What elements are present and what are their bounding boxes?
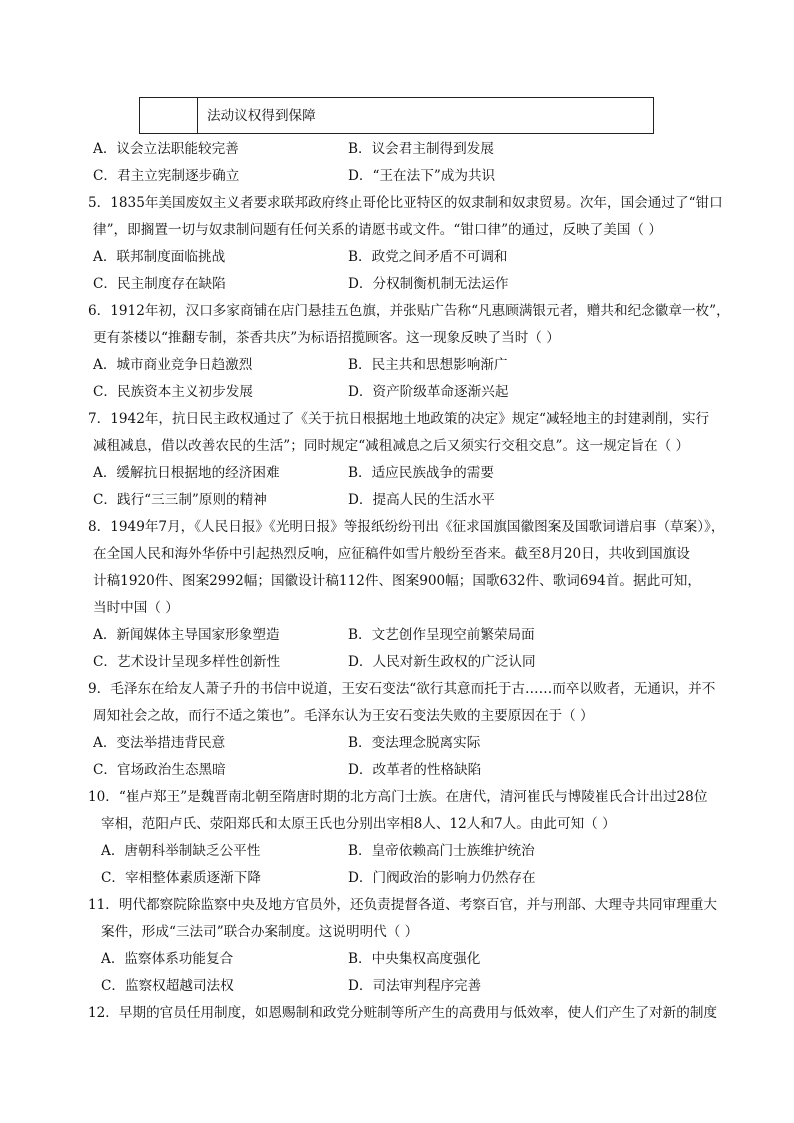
q11-stem-line-2: 案件，形成“三法司”联合办案制度。这说明明代（ ） bbox=[101, 924, 419, 940]
q6-option-a: A．城市商业竞争日趋激烈 bbox=[93, 357, 253, 373]
q9-option-c: C．官场政治生态黑暗 bbox=[93, 762, 226, 778]
q9-option-a: A．变法举措违背民意 bbox=[93, 735, 226, 751]
q7-option-d: D．提高人民的生活水平 bbox=[348, 492, 495, 508]
q9-option-b: B．变法理念脱离实际 bbox=[348, 735, 481, 751]
q9-option-d: D．改革者的性格缺陷 bbox=[348, 762, 482, 778]
q4-option-d: D．“王在法下”成为共识 bbox=[348, 168, 496, 184]
q10-option-c: C．宰相整体素质逐渐下降 bbox=[101, 870, 261, 886]
q5-option-c: C．民主制度存在缺陷 bbox=[93, 276, 226, 292]
q7-option-a: A．缓解抗日根据地的经济困难 bbox=[93, 465, 280, 481]
q8-stem-line-1: 8．1949年7月，《人民日报》《光明日报》等报纸纷纷刊出《征求国旗国徽图案及国歌词谱启事（草案）》， bbox=[88, 519, 725, 535]
table-continuation bbox=[139, 97, 654, 134]
q5-option-d: D．分权制衡机制无法运作 bbox=[348, 276, 509, 292]
q10-stem-line-1: 10．“崔卢郑王”是魏晋南北朝至隋唐时期的北方高门士族。在唐代，清河崔氏与博陵崔氏合计出过28位 bbox=[88, 789, 708, 805]
q8-option-a: A．新闻媒体主导国家形象塑造 bbox=[93, 627, 280, 643]
q8-stem-line-4: 当时中国（ ） bbox=[93, 600, 179, 616]
table-cell: 法动议权得到保障 bbox=[207, 108, 316, 124]
q7-stem-line-2: 减租减息，借以改善农民的生活”；同时规定“减租减息之后又须实行交租交息”。这一规定旨在（ ） bbox=[93, 438, 690, 454]
table-empty-cell bbox=[140, 98, 198, 133]
q7-option-c: C．践行“三三制”原则的精神 bbox=[93, 492, 267, 508]
q12-stem-line-1: 12．早期的官员任用制度，如恩赐制和政党分赃制等所产生的高费用与低效率，使人们产生了对新的制度 bbox=[88, 1005, 718, 1021]
q5-stem-line-2: 律”，即搁置一切与奴隶制问题有任何关系的请愿书或文件。“钳口律”的通过，反映了美国（ ） bbox=[93, 222, 662, 238]
q8-stem-line-2: 在全国人民和海外华侨中引起热烈反响，应征稿件如雪片般纷至沓来。截至8月20日，共收到国旗设 bbox=[93, 546, 690, 562]
q11-option-c: C．监察权超越司法权 bbox=[101, 978, 234, 994]
q7-option-b: B．适应民族战争的需要 bbox=[348, 465, 494, 481]
q7-stem-line-1: 7．1942年，抗日民主政权通过了《关于抗日根据地土地政策的决定》规定“减轻地主的封建剥削，实行 bbox=[88, 411, 710, 427]
q11-option-b: B．中央集权高度强化 bbox=[348, 951, 481, 967]
q10-option-a: A．唐朝科举制缺乏公平性 bbox=[101, 843, 261, 859]
q8-stem-line-3: 计稿1920件、图案2992幅；国徽设计稿112件、图案900幅；国歌632件、歌词694首。据此可知， bbox=[93, 573, 701, 589]
q6-option-c: C．民族资本主义初步发展 bbox=[93, 384, 253, 400]
q5-stem-line-1: 5．1835年美国废奴主义者要求联邦政府终止哥伦比亚特区的奴隶制和奴隶贸易。次年，国会通过了“钳口 bbox=[88, 195, 723, 211]
q9-stem-line-1: 9．毛泽东在给友人萧子升的书信中说道，王安石变法“欲行其意而托于古……而卒以败者，无通识，并不 bbox=[88, 681, 716, 697]
q10-option-d: D．门阀政治的影响力仍然存在 bbox=[348, 870, 536, 886]
q9-stem-line-2: 周知社会之故，而行不适之策也”。毛泽东认为王安石变法失败的主要原因在于（ ） bbox=[93, 708, 594, 724]
q11-stem-line-1: 11．明代都察院除监察中央及地方官员外，还负责提督各道、考察百官，并与刑部、大理寺共同审理重大 bbox=[88, 897, 718, 913]
q4-option-c: C．君主立宪制逐步确立 bbox=[93, 168, 240, 184]
q5-option-a: A．联邦制度面临挑战 bbox=[93, 249, 226, 265]
q8-option-b: B．文艺创作呈现空前繁荣局面 bbox=[348, 627, 535, 643]
q6-option-b: B．民主共和思想影响渐广 bbox=[348, 357, 508, 373]
q10-option-b: B．皇帝依赖高门士族维护统治 bbox=[348, 843, 535, 859]
q10-stem-line-2: 宰相，范阳卢氏、荥阳郑氏和太原王氏也分别出宰相8人、12人和7人。由此可知（ ） bbox=[101, 816, 616, 832]
q4-option-a: A．议会立法职能较完善 bbox=[93, 141, 239, 157]
q6-stem-line-2: 更有茶楼以“推翻专制，茶香共庆”为标语招揽顾客。这一现象反映了当时（ ） bbox=[93, 330, 560, 346]
q5-option-b: B．政党之间矛盾不可调和 bbox=[348, 249, 508, 265]
q4-option-b: B．议会君主制得到发展 bbox=[348, 141, 494, 157]
q6-option-d: D．资产阶级革命逐渐兴起 bbox=[348, 384, 509, 400]
q6-stem-line-1: 6．1912年初，汉口多家商铺在店门悬挂五色旗，并张贴广告称“凡惠顾满银元者，赠共和纪念徽章一枚”， bbox=[88, 303, 730, 319]
q8-option-c: C．艺术设计呈现多样性创新性 bbox=[93, 654, 281, 670]
q11-option-d: D．司法审判程序完善 bbox=[348, 978, 482, 994]
q8-option-d: D．人民对新生政权的广泛认同 bbox=[348, 654, 536, 670]
q11-option-a: A．监察体系功能复合 bbox=[101, 951, 234, 967]
